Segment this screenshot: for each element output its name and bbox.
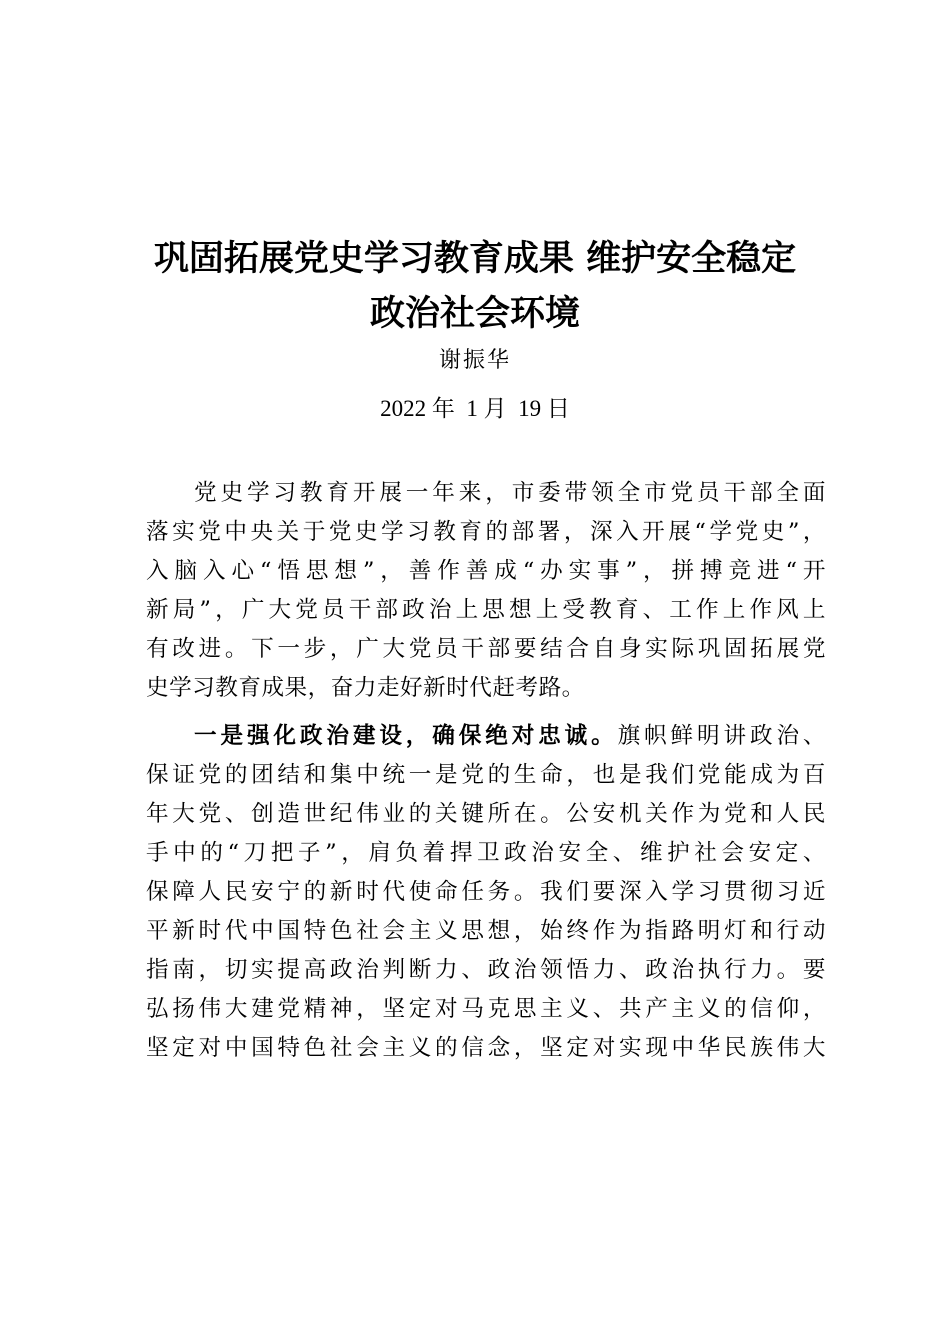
- paragraph-line: 保障人民安宁的新时代使命任务。我们要深入学习贯彻习近: [146, 879, 826, 905]
- paragraph-line: 坚定对中国特色社会主义的信念，坚定对实现中华民族伟大: [146, 1035, 826, 1061]
- paragraph-first-line: [146, 717, 826, 756]
- paragraph-line: 年大党、创造世纪伟业的关键所在。公安机关作为党和人民: [146, 801, 826, 827]
- paragraph-line: 史学习教育成果，奋力走好新时代赶考路。: [146, 675, 585, 701]
- paragraph-line: 党史学习教育开展一年来，市委带领全市党员干部全面: [194, 480, 826, 506]
- paragraph-line: 有改进。下一步，广大党员干部要结合自身实际巩固拓展党: [146, 636, 826, 662]
- section-heading: 一是强化政治建设，确保绝对忠诚。: [194, 723, 618, 749]
- paragraph-1: [146, 474, 826, 708]
- title-line-1: 巩固拓展党史学习教育成果 维护安全稳定: [153, 239, 797, 279]
- paragraph-line: 落实党中央关于党史学习教育的部署，深入开展“学党史”，: [146, 519, 826, 545]
- paragraph-line: 手中的“刀把子”，肩负着捍卫政治安全、维护社会安定、: [146, 840, 826, 866]
- paragraph-2: [146, 717, 826, 1068]
- author: 谢振华: [438, 348, 511, 373]
- paragraph-line: 指南，切实提高政治判断力、政治领悟力、政治执行力。要: [146, 957, 826, 983]
- paragraph-line: 平新时代中国特色社会主义思想，始终作为指路明灯和行动: [146, 918, 826, 944]
- paragraph-line: 入脑入心“悟思想”，善作善成“办实事”，拼搏竞进“开: [146, 558, 826, 584]
- paragraph-line: 新局”，广大党员干部政治上思想上受教育、工作上作风上: [146, 597, 826, 623]
- title-line-2: 政治社会环境: [369, 294, 580, 334]
- paragraph-line: 保证党的团结和集中统一是党的生命，也是我们党能成为百: [146, 762, 826, 788]
- paragraph-line: 弘扬伟大建党精神，坚定对马克思主义、共产主义的信仰，: [146, 996, 826, 1022]
- date: 2022 年 1 月 19 日: [380, 396, 570, 421]
- paragraph-text: 旗帜鲜明讲政治、: [617, 723, 827, 749]
